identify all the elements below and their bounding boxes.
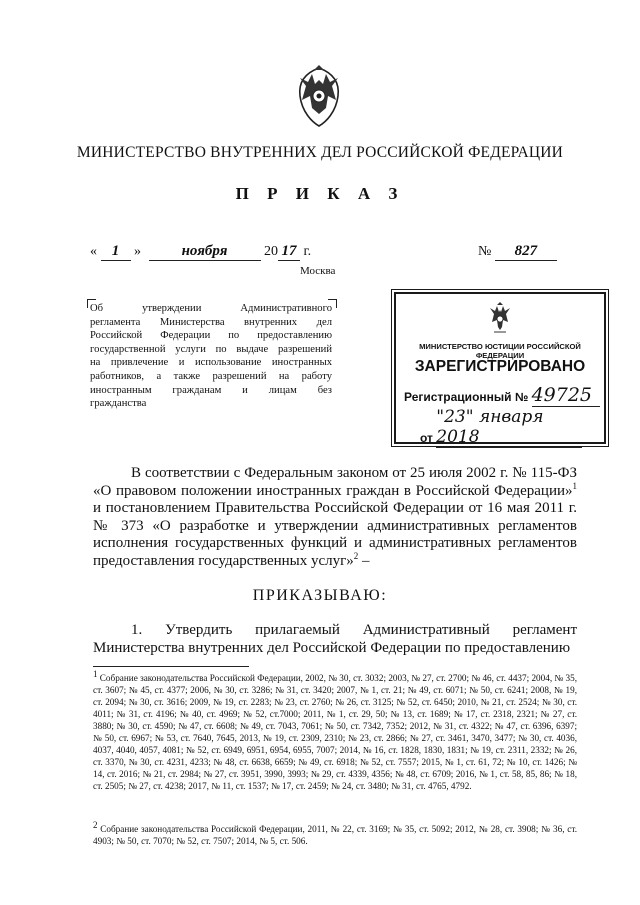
footnote-1-text: Собрание законодательства Российской Федерации, 2002, № 30, ст. 3032; 2003, № 27, ст. 2700; № 46, ст. 4437; 2004, № 35, ст. 3607; № 45, ст. 4377; 2006, № 30, ст. 3286; № 31, ст. 3420; 2007, № 1, ст. 21; № 49, ст. 6071; № 50, ст. 6241; 2008, № 19, ст. 2094; № 30, ст. 3616; 2009, № 19, ст. 2283; № 23, ст. 2760; № 26, ст. 3125; № 52, ст. 6450; 2010, № 21, ст. 2524; № 30, ст. 4011; № 31, ст. 4196; № 40, ст. 4969; № 52, ст.7000; 2011, № 1, ст. 29, 50; № 13, ст. 1689; № 17, ст. 2318, 2321; № 27, ст. 3880; № 30, ст. 4590; № 47, ст. 6608; № 49, ст. 7043, 7061; № 50, ст. 7342, 7352; 2012, № 31, ст. 4322; № 47, ст. 6396, 6397; № 50, ст. 6967; № 53, ст. 7640, 7645, 2013, № 19, ст. 2309, 2310; № 23, ст. 2866; № 27, ст. 3461, 3470, 3477; № 30, ст. 4036, 4037, 4040, 4057, 4081; № 52, ст. 6949, 6951, 6954, 6955, 7007; 2014, № 16, ст. 1828, 1830, 1831; № 19, ст. 2311, 2332; № 26, ст. 3370, № 30, ст. 4231, 4233; № 48, ст. 6638, 6659; № 49, ст. 6918; № 52, ст. 7557; 2015, № 1, ст. 61, 72; № 10, ст. 1426; № 14, ст. 2016; № 21, ст. 2984; № 27, ст. 3951, 3990, 3993; № 29, ст. 4339, 4356; № 48, ст. 6709; 2016, № 1, ст. 58, 85, 86; № 18, ст. 2505; № 27, ст. 4238; 2017, № 11, ст. 1537; № 17, ст. 2459; № 24, ст. 3480; № 31, ст. 4765, 4792. — [93, 673, 577, 791]
subject-line: гражданства — [90, 398, 147, 410]
stamp-date-label: от — [420, 431, 433, 445]
quote-close: » — [134, 244, 141, 259]
subject-line: Российской Федерации по предоставлению — [90, 330, 332, 342]
stamp-emblem-icon — [484, 302, 516, 338]
order-number-block — [478, 243, 557, 261]
subject-line: иностранным гражданам и лицам без — [90, 384, 332, 396]
footnote-2 — [93, 819, 577, 847]
preamble-text: В соответствии с Федеральным законом от 25 июля 2002 г. № 115-ФЗ «О правовом положении иностранных граждан в Российской Федерации» — [93, 465, 577, 499]
footnote-2-mark: 2 — [93, 819, 98, 830]
footnote-ref-2: 2 — [353, 550, 359, 561]
footnote-2-text: Собрание законодательства Российской Федерации, 2011, № 22, ст. 3169; № 35, ст. 5092; 2012, № 28, ст. 3908; № 36, ст. 4903; № 50, ст. 7070; № 52, ст. 7507; 2014, № 5, ст. 506. — [93, 824, 577, 846]
registration-stamp — [394, 292, 606, 447]
stamp-registered: ЗАРЕГИСТРИРОВАНО — [414, 358, 586, 375]
command-heading: ПРИКАЗЫВАЮ: — [252, 587, 388, 604]
stamp-reg-number: 49725 — [532, 384, 600, 407]
footnote-separator — [93, 666, 249, 667]
ministry-name: МИНИСТЕРСТВО ВНУТРЕННИХ ДЕЛ РОССИЙСКОЙ ФЕДЕРАЦИИ — [76, 144, 564, 161]
subject-line: на привлечение и использование иностранных — [90, 357, 332, 369]
subject-line: работников, а также разрешений на работу — [90, 370, 332, 382]
footnote-ref-1: 1 — [572, 480, 577, 491]
order-number: 827 — [495, 243, 557, 261]
order-date — [90, 243, 311, 261]
preamble-paragraph — [93, 465, 577, 570]
stamp-reg-line — [404, 384, 600, 407]
order-year-suffix: 17 — [278, 243, 300, 261]
preamble-text-cont: и постановлением Правительства Российской Федерации от 16 мая 2011 г. № 373 «О разработке и утверждении административных регламентов исполнения государственных функций и административных регламентов предоставления государственных услуг» — [93, 500, 577, 569]
stamp-date-value: "23" января 2018 — [436, 407, 582, 448]
footnote-1-mark: 1 — [93, 668, 98, 679]
order-subject — [90, 302, 332, 411]
number-label: № — [478, 244, 492, 259]
stamp-reg-label: Регистрационный № — [404, 390, 529, 404]
subject-line: регламента Министерства внутренних дел — [90, 316, 332, 328]
stamp-date-line — [420, 407, 582, 448]
quote-open: « — [90, 244, 97, 259]
order-month: ноября — [149, 243, 261, 261]
coat-of-arms-emblem — [286, 62, 352, 132]
document-type-title: П Р И К А З — [235, 184, 405, 203]
order-day: 1 — [101, 243, 131, 261]
clause-1: 1. Утвердить прилагаемый Административный регламент Министерства внутренних дел Российской Федерации по предоставлению — [93, 622, 577, 656]
subject-line: Об утверждении Административного — [90, 303, 332, 314]
preamble-text-end: – — [358, 552, 370, 569]
subject-line: государственной услуги по выдаче разрешений — [90, 343, 332, 355]
order-year-prefix: 20 — [264, 244, 278, 259]
stamp-ministry: МИНИСТЕРСТВО ЮСТИЦИИ РОССИЙСКОЙ ФЕДЕРАЦИИ — [419, 342, 581, 360]
order-year-unit: г. — [303, 244, 312, 259]
city: Москва — [300, 265, 336, 277]
footnote-1 — [93, 668, 577, 792]
